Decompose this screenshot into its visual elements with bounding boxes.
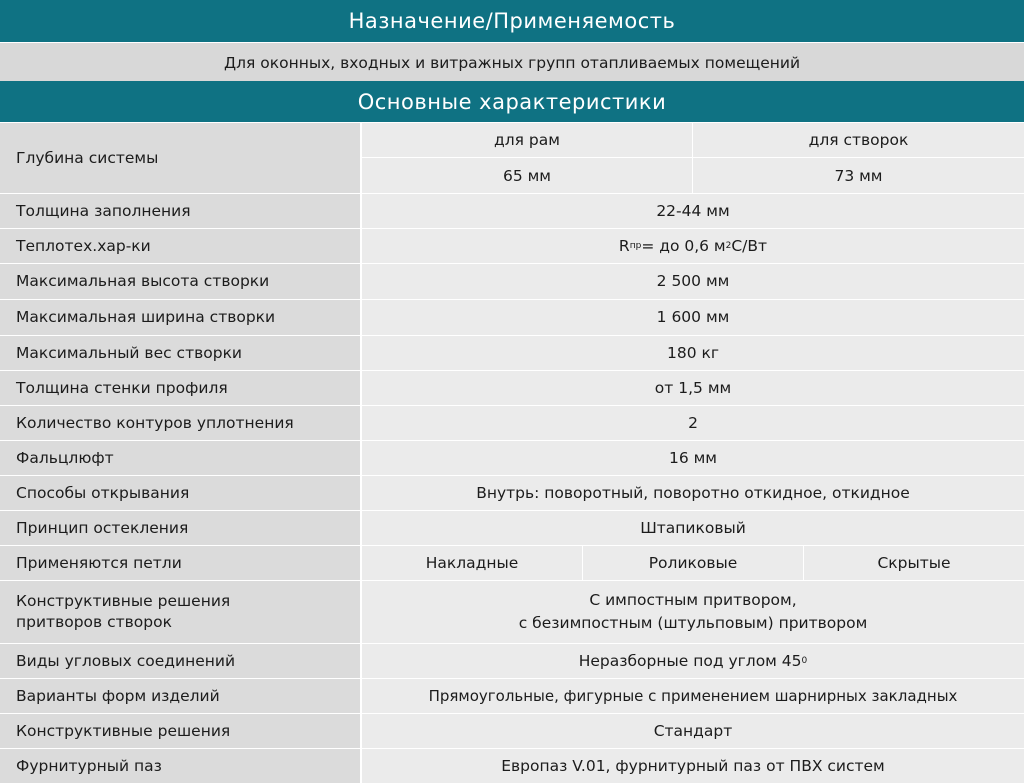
spec-label: Виды угловых соединений	[0, 644, 362, 678]
spec-row	[0, 643, 1024, 678]
spec-value: Прямоугольные, фигурные с применением шарнирных закладных	[362, 679, 1024, 713]
spec-row-rebates	[0, 580, 1024, 643]
hinge-option: Скрытые	[877, 554, 951, 572]
purpose-text: Для оконных, входных и витражных групп отапливаемых помещений	[223, 53, 801, 72]
specs-header	[0, 81, 1024, 122]
spec-row	[0, 678, 1024, 713]
spec-row	[0, 405, 1024, 440]
spec-row	[0, 440, 1024, 475]
spec-row	[0, 713, 1024, 748]
spec-value-angle: Неразборные под углом 45 0	[362, 644, 1024, 678]
spec-label: Фурнитурный паз	[0, 749, 362, 783]
depth-sash-label: для створок	[693, 123, 1024, 158]
hinge-option: Роликовые	[583, 546, 804, 580]
spec-value: 16 мм	[362, 441, 1024, 475]
specs-header-title: Основные характеристики	[357, 89, 667, 114]
spec-row-depth	[0, 122, 1024, 193]
spec-value: 180 кг	[362, 336, 1024, 370]
spec-label: Конструктивные решения	[0, 714, 362, 748]
spec-label: Количество контуров уплотнения	[0, 406, 362, 440]
spec-label: Максимальная высота створки	[0, 264, 362, 299]
spec-label: Теплотех.хар-ки	[0, 229, 362, 263]
spec-row-hinges	[0, 545, 1024, 580]
spec-value: 1 600 мм	[362, 300, 1024, 335]
spec-label: Применяются петли	[0, 546, 362, 580]
spec-label-line: Конструктивные решения	[16, 592, 231, 610]
spec-value-line: С импостным притвором,	[589, 591, 797, 609]
spec-label-multiline	[0, 581, 362, 643]
purpose-header	[0, 0, 1024, 42]
spec-row	[0, 748, 1024, 783]
spec-row	[0, 193, 1024, 228]
spec-value: Внутрь: поворотный, поворотно откидное, откидное	[362, 476, 1024, 510]
hinges-options	[362, 546, 1024, 580]
purpose-header-title: Назначение/Применяемость	[348, 9, 676, 33]
depth-frame-label: для рам	[362, 123, 693, 158]
spec-label: Толщина заполнения	[0, 194, 362, 228]
spec-label: Максимальный вес створки	[0, 336, 362, 370]
spec-row	[0, 475, 1024, 510]
spec-row	[0, 510, 1024, 545]
spec-row	[0, 370, 1024, 405]
purpose-text-row	[0, 42, 1024, 82]
spec-row	[0, 263, 1024, 299]
spec-value-thermal: R пр = до 0,6 м 2 С/Вт	[362, 229, 1024, 263]
spec-value: Европаз V.01, фурнитурный паз от ПВХ систем	[362, 749, 1024, 783]
spec-value-multiline	[362, 581, 1024, 643]
spec-label: Глубина системы	[0, 123, 362, 193]
hinge-option: Накладные	[362, 546, 583, 580]
spec-label: Принцип остекления	[0, 511, 362, 545]
spec-label-line: притворов створок	[16, 613, 172, 631]
spec-value: Стандарт	[362, 714, 1024, 748]
depth-sash-value: 73 мм	[834, 166, 883, 185]
spec-label: Фальцлюфт	[0, 441, 362, 475]
spec-row	[0, 228, 1024, 263]
depth-grid	[362, 123, 1024, 193]
spec-label: Максимальная ширина створки	[0, 300, 362, 335]
spec-label: Способы открывания	[0, 476, 362, 510]
spec-label: Толщина стенки профиля	[0, 371, 362, 405]
spec-value: Штапиковый	[362, 511, 1024, 545]
spec-value: от 1,5 мм	[362, 371, 1024, 405]
spec-value: 22-44 мм	[362, 194, 1024, 228]
spec-row	[0, 335, 1024, 370]
spec-value: 2 500 мм	[362, 264, 1024, 299]
spec-value: 2	[362, 406, 1024, 440]
depth-frame-value: 65 мм	[362, 158, 693, 193]
spec-row	[0, 299, 1024, 335]
spec-label: Варианты форм изделий	[0, 679, 362, 713]
spec-value-line: с безимпостным (штульповым) притвором	[518, 614, 868, 632]
